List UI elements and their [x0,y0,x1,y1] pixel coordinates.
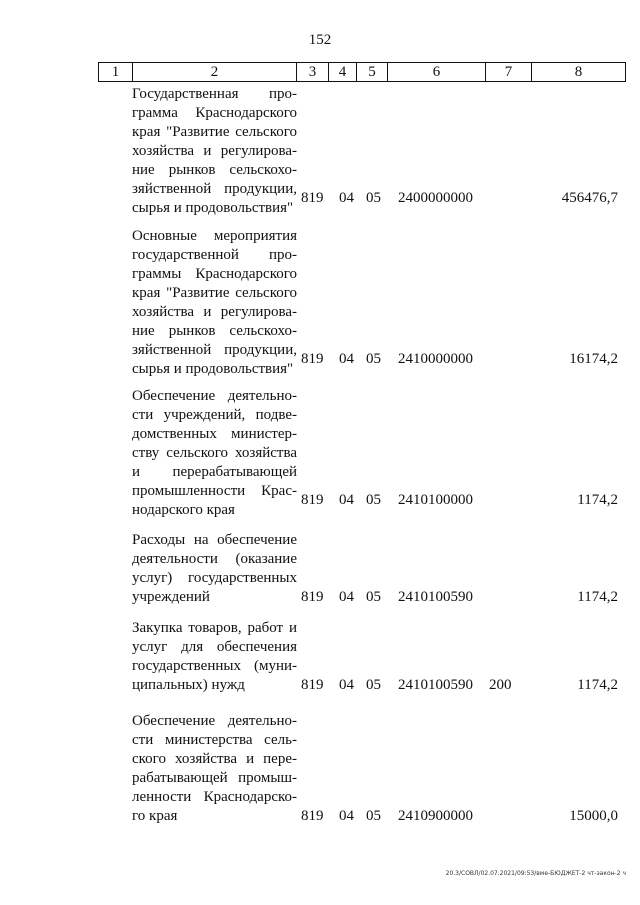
description-line: края "Развитие сельского [132,285,297,301]
cell-target-article: 2410100590 [398,589,473,605]
cell-ministry-code: 819 [301,589,324,605]
cell-ministry-code: 819 [301,190,324,206]
description-line: государственных (муни- [132,658,297,674]
description-line: сырья и продовольствия" [132,200,294,216]
header-col-1: 1 [99,63,133,81]
row-description [132,619,297,695]
row-description [132,531,297,607]
row-description [132,387,297,520]
cell-subsection: 05 [366,589,381,605]
cell-target-article: 2410100000 [398,492,473,508]
row-description [132,85,297,218]
cell-section: 04 [339,351,354,367]
description-line: зяйственной продукции, [132,181,297,197]
cell-section: 04 [339,589,354,605]
cell-subsection: 05 [366,808,381,824]
description-line: учреждений [132,589,210,605]
header-col-7: 7 [486,63,532,81]
document-footer-code: 20.3/СОВЛ/02.07.2021/09:53/вме-БЮДЖЕТ-2 чт-закон-2 ч [445,870,626,877]
description-line: ленности Краснодарско- [132,789,297,805]
description-line: хозяйства и регулирова- [132,143,297,159]
cell-amount: 1174,2 [577,492,618,508]
description-line: домственных министер- [132,426,297,442]
header-col-2: 2 [133,63,297,81]
description-line: ние рынков сельскохо- [132,323,297,339]
header-col-5: 5 [357,63,388,81]
description-line: хозяйства и регулирова- [132,304,297,320]
description-line: сырья и продовольствия" [132,361,294,377]
description-line: го края [132,808,178,824]
cell-target-article: 2400000000 [398,190,473,206]
description-line: государственной про- [132,247,297,263]
description-line: ского хозяйства и пере- [132,751,297,767]
header-col-8: 8 [574,64,583,80]
cell-amount: 15000,0 [569,808,618,824]
cell-subsection: 05 [366,351,381,367]
cell-section: 04 [339,677,354,693]
cell-section: 04 [339,492,354,508]
cell-ministry-code: 819 [301,808,324,824]
page-number: 152 [308,32,332,48]
description-line: ние рынков сельскохо- [132,162,297,178]
description-line: сти министерства сель- [132,732,297,748]
description-line: ципальных) нужд [132,677,245,693]
description-line: сти учреждений, подве- [132,407,297,423]
cell-amount: 1174,2 [577,589,618,605]
row-description [132,227,297,379]
description-line: Закупка товаров, работ и [132,620,297,636]
row-description [132,712,297,826]
description-line: Расходы на обеспечение [132,532,297,548]
cell-expense-type: 200 [489,677,512,693]
description-line: услуг для обеспечения [132,639,297,655]
cell-subsection: 05 [366,677,381,693]
cell-ministry-code: 819 [301,492,324,508]
description-line: промышленности Крас- [132,483,297,499]
cell-amount: 1174,2 [577,677,618,693]
cell-amount: 456476,7 [561,190,618,206]
cell-section: 04 [339,808,354,824]
header-col-4: 4 [329,63,357,81]
description-line: граммы Краснодарского [132,266,297,282]
description-line: деятельности (оказание [132,551,297,567]
description-line: и перерабатывающей [132,464,297,480]
description-line: Обеспечение деятельно- [132,713,297,729]
table-header [98,62,626,82]
description-line: Обеспечение деятельно- [132,388,297,404]
cell-section: 04 [339,190,354,206]
description-line: Государственная про- [132,86,297,102]
description-line: края "Развитие сельского [132,124,297,140]
description-line: ству сельского хозяйства [132,445,297,461]
cell-ministry-code: 819 [301,351,324,367]
header-col-6: 6 [388,63,486,81]
cell-target-article: 2410000000 [398,351,473,367]
description-line: нодарского края [132,502,235,518]
cell-ministry-code: 819 [301,677,324,693]
cell-subsection: 05 [366,190,381,206]
description-line: рабатывающей промыш- [132,770,297,786]
cell-target-article: 2410100590 [398,677,473,693]
cell-subsection: 05 [366,492,381,508]
description-line: зяйственной продукции, [132,342,297,358]
header-col-3: 3 [297,63,329,81]
cell-target-article: 2410900000 [398,808,473,824]
description-line: Основные мероприятия [132,228,297,244]
description-line: услуг) государственных [132,570,297,586]
cell-amount: 16174,2 [569,351,618,367]
description-line: грамма Краснодарского [132,105,297,121]
